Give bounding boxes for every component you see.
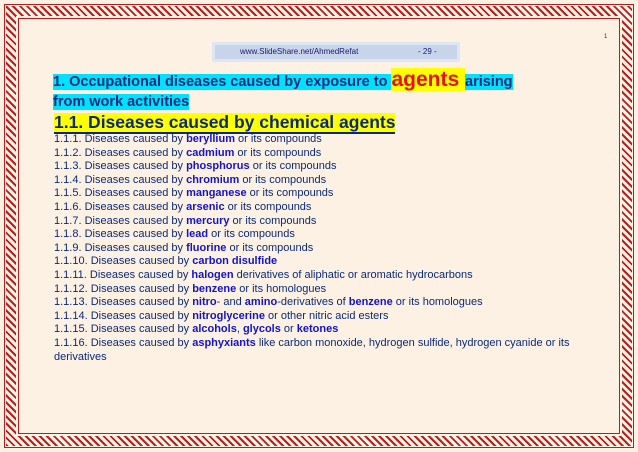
- list-item: 1.1.14. Diseases caused by nitroglycerine or other nitric acid esters: [54, 309, 389, 322]
- heading-line2: from work activities: [53, 94, 190, 110]
- list-item: 1.1.2. Diseases caused by cadmium or its compounds: [54, 146, 322, 159]
- list-item: 1.1.11. Diseases caused by halogen derivatives of aliphatic or aromatic hydrocarbons: [54, 268, 473, 281]
- list-item: 1.1.7. Diseases caused by mercury or its compounds: [54, 214, 317, 227]
- heading-suffix: arising: [465, 74, 513, 90]
- list-item: 1.1.12. Diseases caused by benzene or its homologues: [54, 282, 327, 295]
- heading-prefix: 1. Occupational diseases caused by exposure to: [53, 74, 392, 90]
- list-item: 1.1.8. Diseases caused by lead or its compounds: [54, 228, 295, 241]
- list-item: 1.1.6. Diseases caused by arsenic or its compounds: [54, 200, 312, 213]
- header-source: www.SlideShare.net/AhmedRefat: [240, 47, 359, 56]
- heading-highlight: agents: [391, 68, 465, 91]
- header-page-number: - 29 -: [418, 47, 437, 56]
- section-heading: [53, 70, 563, 112]
- list-item: 1.1.13. Diseases caused by nitro- and amino-derivatives of benzene or its homologues: [54, 296, 483, 309]
- list-item: 1.1.10. Diseases caused by carbon disulfide: [54, 255, 278, 268]
- list-item: 1.1.15. Diseases caused by alcohols, glycols or ketones: [54, 323, 339, 336]
- list-item: 1.1.4. Diseases caused by chromium or its compounds: [54, 173, 327, 186]
- page-number: 1: [604, 34, 608, 40]
- list-item: 1.1.1. Diseases caused by beryllium or its compounds: [54, 133, 322, 145]
- list-item: 1.1.3. Diseases caused by phosphorus or its compounds: [54, 160, 337, 173]
- subsection-heading: 1.1. Diseases caused by chemical agents: [54, 112, 396, 132]
- list-item: 1.1.5. Diseases caused by manganese or its compounds: [54, 187, 334, 200]
- list-item: 1.1.16. Diseases caused by asphyxiants like carbon monoxide, hydrogen sulfide, hydrogen cyanide or its derivatives: [54, 336, 570, 363]
- list-item: 1.1.9. Diseases caused by fluorine or its compounds: [54, 241, 314, 254]
- disease-list: [54, 133, 574, 364]
